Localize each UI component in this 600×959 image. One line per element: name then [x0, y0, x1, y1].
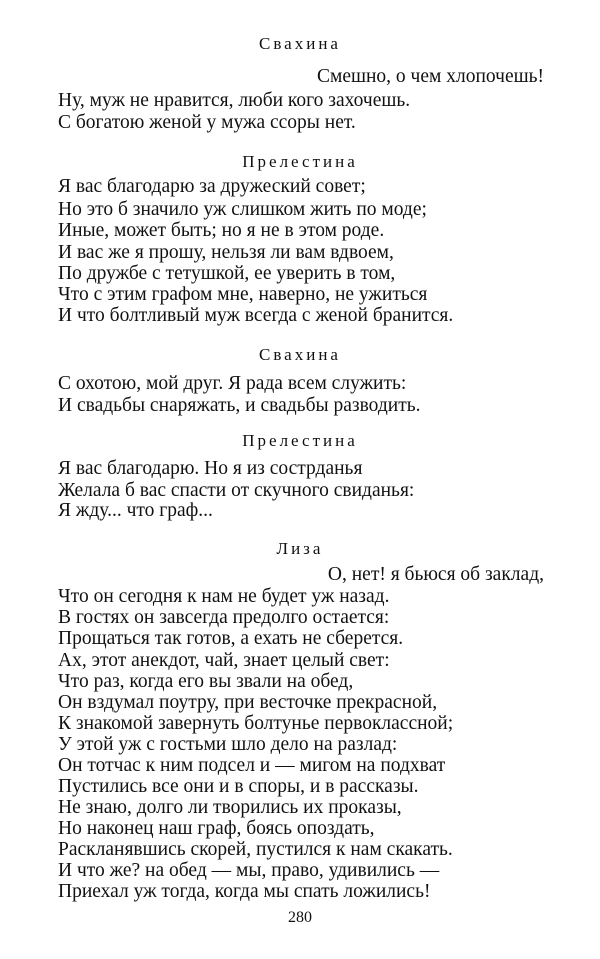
verse-line: Я вас благодарю. Но я из сострданья: [58, 458, 363, 479]
verse-line: К знакомой завернуть болтунье первоклассной;: [58, 713, 454, 734]
verse-line: И вас же я прошу, нельзя ли вам вдвоем,: [58, 242, 394, 263]
verse-line: Он вздумал поутру, при весточке прекрасной,: [58, 692, 438, 713]
verse-line: Что раз, когда его вы звали на обед,: [58, 671, 354, 692]
verse-line: Не знаю, долго ли творились их проказы,: [58, 797, 402, 818]
verse-line: Прощаться так готов, а ехать не сберется.: [58, 628, 404, 649]
verse-line: По дружбе с тетушкой, ее уверить в том,: [58, 263, 396, 284]
verse-line: Он тотчас к ним подсел и — мигом на подхват: [58, 755, 446, 776]
verse-line: Что с этим графом мне, наверно, не ужиться: [58, 284, 428, 305]
verse-line: Пустились все они и в споры, и в рассказы.: [58, 776, 419, 797]
verse-line: Приехал уж тогда, когда мы спать ложились!: [58, 881, 431, 902]
speaker-name: Свахина: [259, 345, 341, 364]
verse-line: У этой уж с гостьми шло дело на разлад:: [58, 734, 398, 755]
verse-line: И свадьбы снаряжать, и свадьбы разводить.: [58, 395, 421, 416]
speaker-name: Прелестина: [242, 431, 358, 450]
verse-line: О, нет! я бьюся об заклад,: [327, 564, 544, 585]
verse-line: Смешно, о чем хлопочешь!: [316, 66, 544, 87]
verse-line: Но это б значило уж слишком жить по моде;: [58, 199, 427, 220]
verse-line: Иные, может быть; но я не в этом роде.: [58, 220, 385, 241]
verse-line: И что болтливый муж всегда с женой бранится.: [58, 305, 454, 326]
verse-line: Но наконец наш граф, боясь опоздать,: [58, 818, 375, 839]
verse-line: В гостях он завсегда предолго остается:: [58, 607, 390, 628]
verse-line: Ах, этот анекдот, чай, знает целый свет:: [58, 650, 390, 671]
speaker-name: Прелестина: [242, 152, 358, 171]
verse-line: Ну, муж не нравится, люби кого захочешь.: [58, 90, 411, 111]
verse-line: С богатою женой у мужа ссоры нет.: [58, 112, 356, 133]
verse-line: Я жду... что граф...: [58, 500, 213, 521]
speaker-name: Лиза: [276, 539, 324, 558]
verse-line: И что же? на обед — мы, право, удивились —: [58, 860, 440, 881]
speaker-name: Свахина: [259, 34, 341, 53]
verse-line: Раскланявшись скорей, пустился к нам скакать.: [58, 839, 453, 860]
page-number: 280: [288, 909, 312, 926]
verse-line: Желала б вас спасти от скучного свиданья:: [58, 480, 415, 501]
verse-line: Что он сегодня к нам не будет уж назад.: [58, 586, 390, 607]
verse-line: С охотою, мой друг. Я рада всем служить:: [58, 373, 407, 394]
verse-line: Я вас благодарю за дружеский совет;: [58, 176, 366, 197]
